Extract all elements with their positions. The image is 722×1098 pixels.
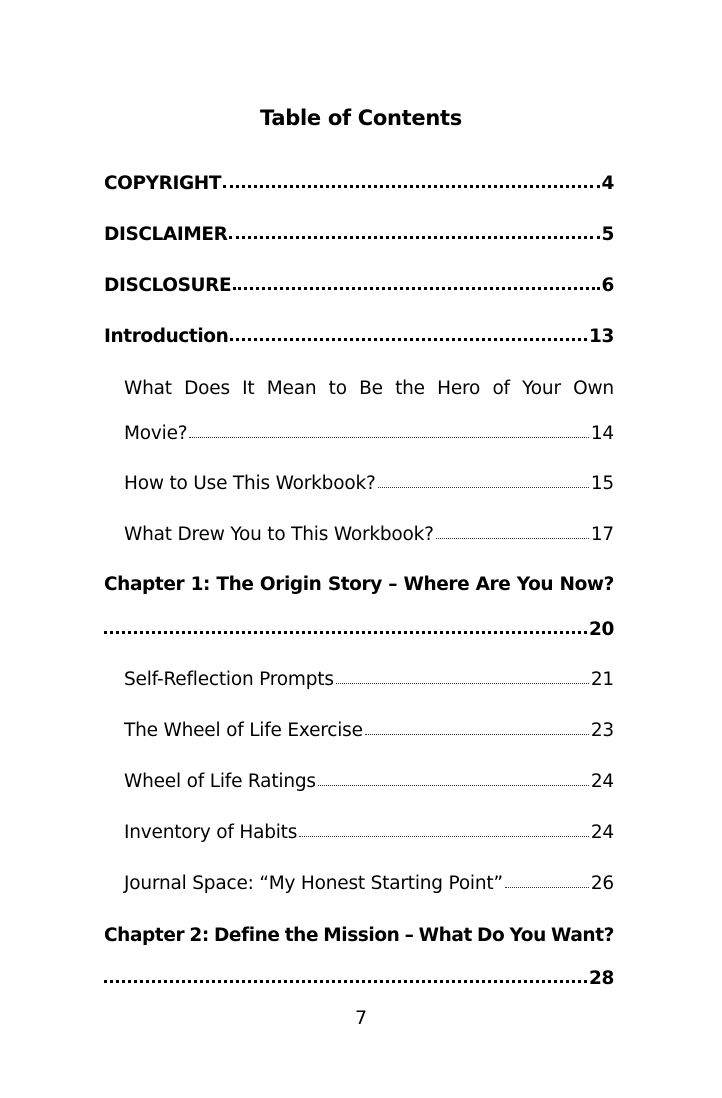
word: Be	[359, 378, 383, 399]
toc-entry-page: 6	[601, 275, 614, 296]
word: Own	[573, 378, 614, 399]
word: Hero	[437, 378, 481, 399]
page-number: 7	[354, 1007, 368, 1029]
dot-leader	[318, 783, 589, 786]
dot-leader	[436, 536, 589, 539]
dot-leader	[336, 681, 589, 684]
toc-entry-page: 17	[590, 524, 614, 545]
word: –	[388, 574, 398, 595]
toc-entry-self-reflection[interactable]	[124, 669, 614, 690]
toc-entry-disclosure[interactable]	[104, 275, 614, 296]
toc-entry-inventory-habits[interactable]	[124, 822, 614, 843]
word: Define	[213, 925, 280, 946]
word: You	[516, 574, 554, 595]
toc-entry-label: DISCLAIMER	[104, 224, 228, 245]
toc-entry-wheel-exercise[interactable]	[124, 720, 614, 741]
word: What	[418, 925, 472, 946]
toc-entry-page: 21	[590, 669, 614, 690]
toc-entry-page: 26	[590, 873, 614, 894]
toc-entry-label: The Wheel of Life Exercise	[124, 720, 363, 741]
toc-entry-page: 28	[589, 968, 614, 989]
word: Story	[327, 574, 382, 595]
word: Want?	[551, 925, 614, 946]
word: It	[242, 378, 255, 399]
dot-leader	[365, 732, 589, 735]
toc-entry-wheel-ratings[interactable]	[124, 771, 614, 792]
word: What	[124, 378, 172, 399]
word: Where	[403, 574, 470, 595]
toc-entry-introduction[interactable]	[104, 326, 614, 347]
toc-entry-label: DISCLOSURE	[104, 275, 232, 296]
dot-leader	[505, 885, 589, 888]
toc-entry-label: Introduction	[104, 326, 229, 347]
word: Are	[475, 574, 511, 595]
toc-entry-label: Wheel of Life Ratings	[124, 771, 316, 792]
word: to	[328, 378, 347, 399]
word: Your	[522, 378, 561, 399]
word: Do	[477, 925, 505, 946]
toc-entry-page: 5	[601, 224, 614, 245]
toc-entry-copyright[interactable]	[104, 173, 614, 194]
word: the	[395, 378, 425, 399]
toc-entry-page: 24	[590, 822, 614, 843]
toc-entry-how-to-use[interactable]	[124, 473, 614, 494]
toc-entry-label: How to Use This Workbook?	[124, 473, 376, 494]
word: 1:	[190, 574, 211, 595]
toc-entry-page: 15	[590, 473, 614, 494]
dot-leader	[299, 834, 589, 837]
dot-leader	[223, 182, 599, 188]
toc-entry-chapter1-line1[interactable]	[104, 574, 614, 595]
toc-entry-page: 14	[590, 423, 614, 444]
toc-entry-page: 23	[590, 720, 614, 741]
word: –	[404, 925, 414, 946]
dot-leader	[378, 485, 589, 488]
word: The	[216, 574, 254, 595]
word: of	[492, 378, 510, 399]
toc-entry-journal-space[interactable]	[124, 873, 614, 894]
dot-leader	[233, 284, 599, 290]
word: Chapter	[104, 925, 185, 946]
toc-entry-disclaimer[interactable]	[104, 224, 614, 245]
toc-entry-page: 24	[590, 771, 614, 792]
toc-entry-label: Journal Space: “My Honest Starting Point”	[124, 873, 503, 894]
word: Mission	[323, 925, 400, 946]
page-title: Table of Contents	[260, 106, 462, 130]
dot-leader	[230, 335, 587, 341]
dot-leader	[189, 435, 588, 438]
toc-entry-page: 4	[601, 173, 614, 194]
toc-entry-what-drew[interactable]	[124, 524, 614, 545]
toc-entry-chapter1[interactable]	[104, 619, 614, 640]
toc-entry-page: 13	[589, 326, 614, 347]
dot-leader	[104, 628, 587, 634]
word: the	[284, 925, 319, 946]
toc-entry-label: COPYRIGHT	[104, 173, 222, 194]
word: Chapter	[104, 574, 185, 595]
toc-entry-page: 20	[589, 619, 614, 640]
toc-entry-chapter2-line1[interactable]	[104, 925, 614, 946]
toc-entry-hero-line1[interactable]	[124, 378, 614, 399]
toc-entry-chapter2[interactable]	[104, 968, 614, 989]
word: Origin	[259, 574, 322, 595]
dot-leader	[104, 977, 587, 983]
word: Does	[184, 378, 230, 399]
word: Now?	[559, 574, 614, 595]
word: Mean	[266, 378, 317, 399]
word: You	[509, 925, 546, 946]
word: 2:	[189, 925, 209, 946]
toc-entry-label: What Drew You to This Workbook?	[124, 524, 434, 545]
toc-entry-label: Self-Reflection Prompts	[124, 669, 334, 690]
toc-entry-hero[interactable]	[124, 423, 614, 444]
toc-entry-label: Movie?	[124, 423, 188, 444]
toc-entry-label: Inventory of Habits	[124, 822, 298, 843]
dot-leader	[229, 233, 599, 239]
